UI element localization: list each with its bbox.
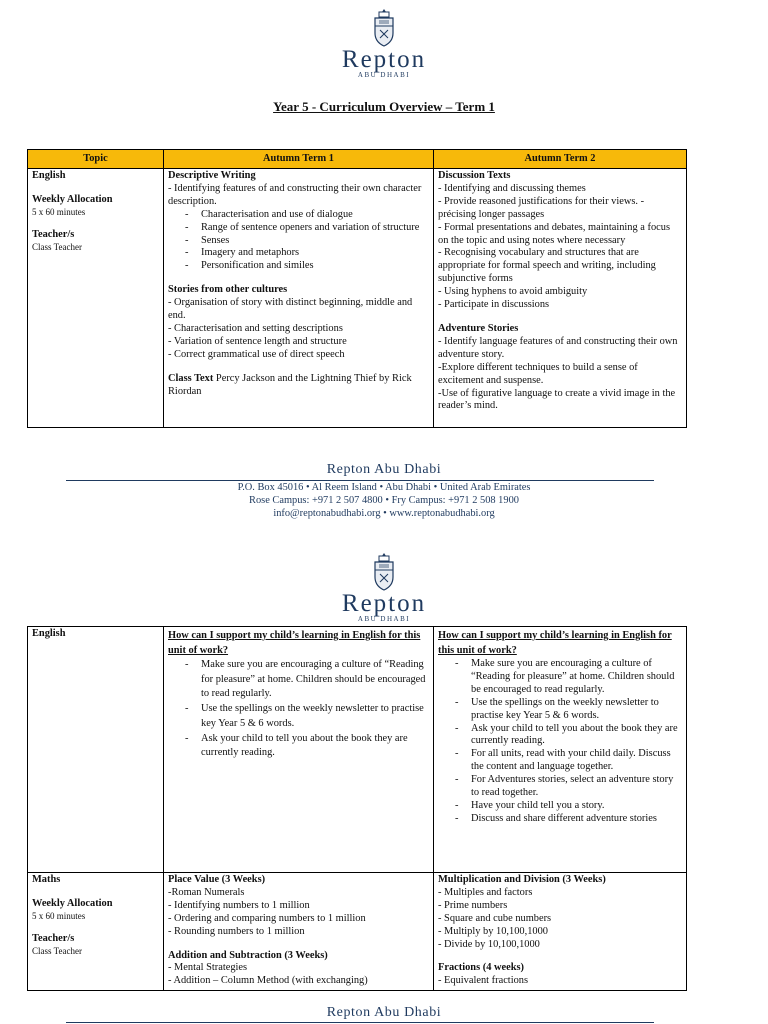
weekly-allocation-label: Weekly Allocation [32, 897, 113, 909]
topic-name: English [32, 628, 66, 639]
text-line: -Roman Numerals [168, 886, 245, 898]
maths-term-1-cell [164, 873, 434, 991]
teacher-label: Teacher/s [32, 932, 75, 944]
logo-subtitle: ABU DHABI [357, 615, 411, 623]
footer-phone: Rose Campus: +971 2 507 4800 • Fry Campus: +971 2 508 1900 [249, 495, 519, 506]
page-footer [0, 1005, 768, 1021]
topic-cell [28, 627, 164, 873]
footer-divider [66, 1022, 654, 1023]
teacher-value: Class Teacher [32, 241, 82, 252]
class-text-value: Percy Jackson and the Lightning Thief by Rick Riordan [168, 372, 412, 397]
logo-subtitle: ABU DHABI [357, 71, 411, 79]
text-line: - Organisation of story with distinct beginning, middle and end. [168, 297, 413, 322]
list-item: - Make sure you are encouraging a culture of “Reading for pleasure” at home. Children should be encouraged to read regularly. [455, 658, 682, 697]
header-autumn-term-1: Autumn Term 1 [164, 150, 434, 169]
repton-logo [0, 552, 768, 624]
text-line: - Mental Strategies [168, 962, 248, 974]
autumn-term-2-cell [434, 169, 687, 428]
list-item: - Ask your child to tell you about the book they are currently reading. [455, 723, 682, 749]
list-item: - Have your child tell you a story. [455, 800, 682, 813]
page-footer [0, 462, 768, 478]
bullet-list [168, 658, 429, 761]
text-line: - Addition – Column Method (with exchanging) [168, 975, 368, 987]
class-text-label: Class Text [168, 372, 214, 384]
list-item: - Make sure you are encouraging a culture of “Reading for pleasure” at home. Children should be encouraged to read regularly. [185, 658, 429, 702]
maths-term-2-cell [434, 873, 687, 991]
list-item: - For all units, read with your child daily. Discuss the content and language together. [455, 748, 682, 774]
topic-name: Maths [32, 874, 61, 885]
text-line: -Explore different techniques to build a sense of excitement and suspense. [438, 361, 638, 386]
repton-logo [0, 8, 768, 80]
section-heading: Discussion Texts [438, 170, 511, 181]
english-support-cell-2 [434, 627, 687, 873]
crest-icon [369, 552, 399, 592]
list-item: - Senses [185, 235, 429, 248]
topic-cell [28, 169, 164, 428]
text-line: - Participate in discussions [438, 299, 550, 311]
logo-wordmark: Repton [341, 46, 427, 73]
list-item: - Discuss and share different adventure stories [455, 813, 682, 826]
text-line: - Identifying and discussing themes [438, 182, 586, 194]
section-heading: Stories from other cultures [168, 284, 288, 296]
weekly-allocation-value: 5 x 60 minutes [32, 206, 86, 217]
section-intro: - Identifying features of and constructing their own character description. [168, 182, 422, 207]
text-line: - Variation of sentence length and structure [168, 335, 347, 347]
text-line: -Use of figurative language to create a vivid image in the reader’s mind. [438, 387, 676, 412]
weekly-allocation-value: 5 x 60 minutes [32, 910, 86, 921]
curriculum-table [27, 149, 687, 428]
text-line: - Rounding numbers to 1 million [168, 925, 305, 937]
footer-address: P.O. Box 45016 • Al Reem Island • Abu Dhabi • United Arab Emirates [237, 482, 531, 493]
text-line: - Multiples and factors [438, 886, 533, 898]
list-item: - Use the spellings on the weekly newsletter to practise key Year 5 & 6 words. [455, 697, 682, 723]
text-line: - Multiply by 10,100,1000 [438, 925, 548, 937]
text-line: - Correct grammatical use of direct speech [168, 348, 345, 360]
autumn-term-1-cell [164, 169, 434, 428]
text-line: - Identify language features of and constructing their own adventure story. [438, 335, 678, 360]
text-line: - Ordering and comparing numbers to 1 million [168, 912, 366, 924]
text-line: - Provide reasoned justifications for their views. - précising longer passages [438, 195, 645, 220]
weekly-allocation-label: Weekly Allocation [32, 193, 113, 205]
section-heading: Addition and Subtraction (3 Weeks) [168, 949, 328, 961]
list-item: - Ask your child to tell you about the book they are currently reading. [185, 732, 429, 761]
list-item: - Use the spellings on the weekly newsletter to practise key Year 5 & 6 words. [185, 702, 429, 731]
teacher-value: Class Teacher [32, 945, 82, 956]
text-line: - Identifying numbers to 1 million [168, 899, 310, 911]
list-item: - Personification and similes [185, 260, 429, 273]
footer-web: info@reptonabudhabi.org • www.reptonabudhabi.org [273, 508, 495, 519]
list-item: - Range of sentence openers and variation of structure [185, 222, 429, 235]
header-autumn-term-2: Autumn Term 2 [434, 150, 687, 169]
text-line: - Prime numbers [438, 899, 508, 911]
topic-cell [28, 873, 164, 991]
list-item: - Imagery and metaphors [185, 247, 429, 260]
logo-wordmark: Repton [341, 590, 427, 617]
text-line: - Using hyphens to avoid ambiguity [438, 286, 588, 298]
list-item: - Characterisation and use of dialogue [185, 209, 429, 222]
support-table [27, 626, 687, 991]
section-heading: Adventure Stories [438, 322, 519, 334]
class-text [168, 373, 429, 399]
list-item: - For Adventures stories, select an adventure story to read together. [455, 774, 682, 800]
crest-icon [369, 8, 399, 48]
section-heading: Multiplication and Division (3 Weeks) [438, 874, 606, 885]
text-line: - Divide by 10,100,1000 [438, 938, 540, 950]
text-line: - Characterisation and setting descriptions [168, 322, 343, 334]
text-line: - Equivalent fractions [438, 975, 529, 987]
section-heading: Fractions (4 weeks) [438, 962, 524, 974]
header-topic: Topic [28, 150, 164, 169]
text-line: - Square and cube numbers [438, 912, 552, 924]
section-heading: Descriptive Writing [168, 170, 256, 181]
teacher-label: Teacher/s [32, 228, 75, 240]
footer-contact [0, 481, 768, 520]
footer-title: Repton Abu Dhabi [326, 1005, 442, 1020]
support-heading: How can I support my child’s learning in English for this unit of work? [438, 630, 672, 656]
footer-title: Repton Abu Dhabi [326, 462, 442, 477]
bullet-list [168, 209, 429, 274]
page-title: Year 5 - Curriculum Overview – Term 1 [273, 99, 495, 114]
text-line: - Recognising vocabulary and structures that are appropriate for formal speech and writing, including subjunctive forms [438, 247, 656, 285]
text-line: - Formal presentations and debates, maintaining a focus on the topic and using notes where necessary [438, 221, 670, 246]
section-heading: Place Value (3 Weeks) [168, 874, 266, 885]
bullet-list [438, 658, 682, 826]
topic-name: English [32, 170, 66, 181]
support-heading: How can I support my child’s learning in English for this unit of work? [168, 630, 421, 656]
english-support-cell-1 [164, 627, 434, 873]
